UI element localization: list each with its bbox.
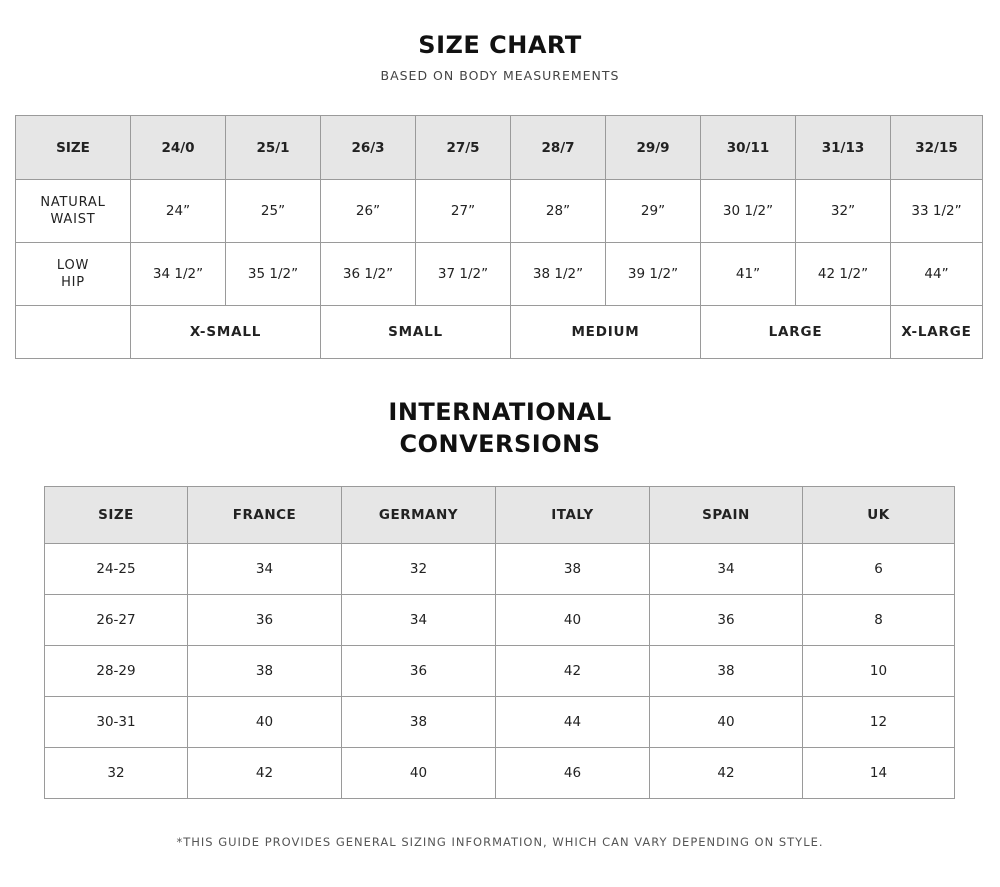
international-conversions-table (44, 486, 955, 799)
table-cell: 34 (650, 544, 803, 595)
table-cell: 24-25 (45, 544, 188, 595)
international-title-line: CONVERSIONS (399, 430, 601, 458)
row-label-line: NATURAL (40, 195, 106, 210)
header-cell: 24/0 (131, 116, 226, 180)
table-cell: 27” (416, 180, 511, 243)
table-cell: 40 (650, 697, 803, 748)
header-cell: 27/5 (416, 116, 511, 180)
size-chart-subtitle: BASED ON BODY MEASUREMENTS (380, 68, 620, 83)
size-group-medium: MEDIUM (511, 306, 701, 359)
table-row (45, 748, 955, 799)
intl-header-row (45, 487, 955, 544)
header-cell: 25/1 (226, 116, 321, 180)
table-cell: 14 (803, 748, 955, 799)
table-cell: 25” (226, 180, 321, 243)
table-cell: 35 1/2” (226, 243, 321, 306)
size-group-large: LARGE (701, 306, 891, 359)
table-cell: 44 (496, 697, 650, 748)
header-cell: FRANCE (188, 487, 342, 544)
header-cell: SIZE (16, 116, 131, 180)
table-cell: 32” (796, 180, 891, 243)
low-hip-row (16, 243, 983, 306)
table-row (45, 646, 955, 697)
row-label-line: WAIST (50, 212, 96, 227)
row-label (16, 180, 131, 243)
table-cell: 30 1/2” (701, 180, 796, 243)
row-label (16, 243, 131, 306)
sizing-footnote: *THIS GUIDE PROVIDES GENERAL SIZING INFORMATION, WHICH CAN VARY DEPENDING ON STYLE. (176, 835, 824, 849)
table-cell: 38 1/2” (511, 243, 606, 306)
table-cell: 8 (803, 595, 955, 646)
size-chart-table (15, 115, 983, 359)
table-cell: 34 1/2” (131, 243, 226, 306)
header-cell: 26/3 (321, 116, 416, 180)
table-cell: 34 (342, 595, 496, 646)
table-cell: 26-27 (45, 595, 188, 646)
table-cell: 42 (188, 748, 342, 799)
table-cell: 41” (701, 243, 796, 306)
table-cell: 40 (342, 748, 496, 799)
table-row (45, 595, 955, 646)
table-cell: 39 1/2” (606, 243, 701, 306)
table-cell: 32 (342, 544, 496, 595)
header-cell: 28/7 (511, 116, 606, 180)
size-group-small: SMALL (321, 306, 511, 359)
size-chart-title: SIZE CHART (418, 31, 582, 59)
table-cell: 40 (188, 697, 342, 748)
row-label-line: LOW (56, 258, 90, 273)
table-cell: 30-31 (45, 697, 188, 748)
table-cell: 40 (496, 595, 650, 646)
table-cell: 32 (45, 748, 188, 799)
table-cell: 44” (891, 243, 983, 306)
table-cell: 38 (650, 646, 803, 697)
header-cell: 32/15 (891, 116, 983, 180)
table-cell: 34 (188, 544, 342, 595)
header-cell: ITALY (496, 487, 650, 544)
table-row (45, 544, 955, 595)
natural-waist-row (16, 180, 983, 243)
table-cell: 26” (321, 180, 416, 243)
table-cell: 36 (650, 595, 803, 646)
table-cell: 42 1/2” (796, 243, 891, 306)
table-cell: 46 (496, 748, 650, 799)
table-cell: 38 (342, 697, 496, 748)
header-cell: UK (803, 487, 955, 544)
international-title (0, 396, 1000, 460)
table-cell: 38 (188, 646, 342, 697)
header-cell: GERMANY (342, 487, 496, 544)
table-cell: 38 (496, 544, 650, 595)
empty-cell (16, 306, 131, 359)
table-cell: 33 1/2” (891, 180, 983, 243)
row-label-line: HIP (61, 275, 85, 290)
size-group-xlarge: X-LARGE (891, 306, 983, 359)
size-header-row (16, 116, 983, 180)
table-cell: 36 1/2” (321, 243, 416, 306)
table-cell: 6 (803, 544, 955, 595)
table-cell: 37 1/2” (416, 243, 511, 306)
table-cell: 28-29 (45, 646, 188, 697)
table-cell: 10 (803, 646, 955, 697)
table-cell: 42 (496, 646, 650, 697)
table-cell: 36 (342, 646, 496, 697)
table-cell: 28” (511, 180, 606, 243)
header-cell: SPAIN (650, 487, 803, 544)
international-title-line: INTERNATIONAL (388, 398, 612, 426)
table-cell: 29” (606, 180, 701, 243)
header-cell: SIZE (45, 487, 188, 544)
table-cell: 42 (650, 748, 803, 799)
size-group-xsmall: X-SMALL (131, 306, 321, 359)
header-cell: 31/13 (796, 116, 891, 180)
size-group-row (16, 306, 983, 359)
table-row (45, 697, 955, 748)
table-cell: 24” (131, 180, 226, 243)
header-cell: 29/9 (606, 116, 701, 180)
table-cell: 36 (188, 595, 342, 646)
table-cell: 12 (803, 697, 955, 748)
header-cell: 30/11 (701, 116, 796, 180)
